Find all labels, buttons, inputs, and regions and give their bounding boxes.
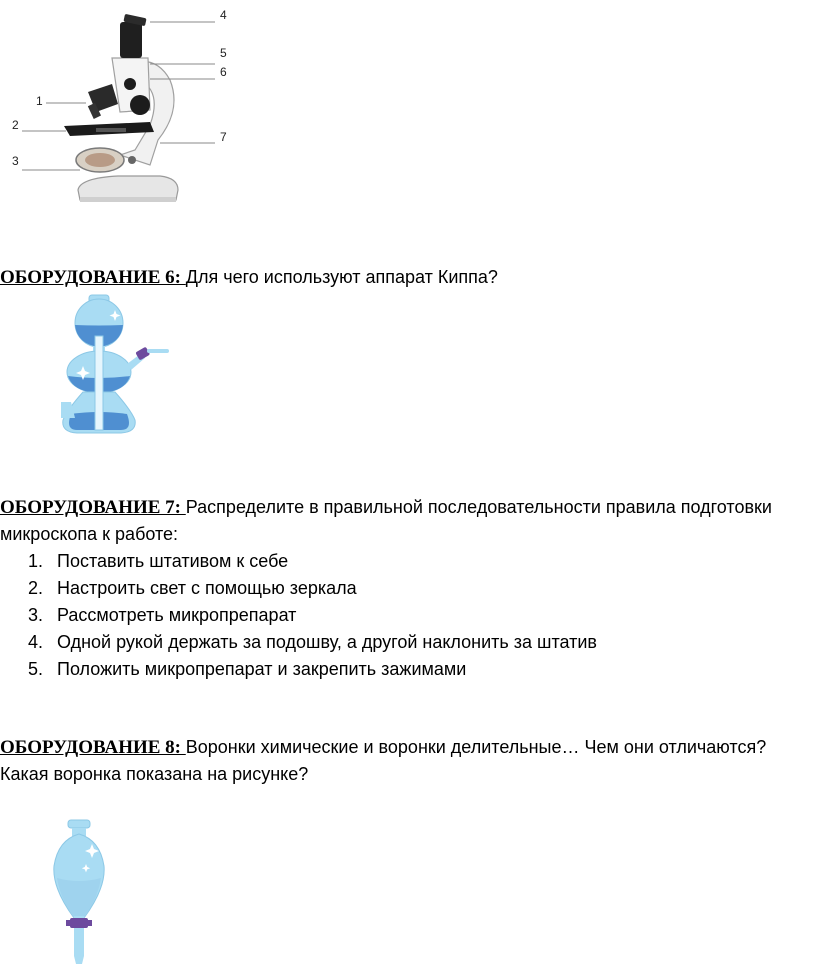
question-6-heading: ОБОРУДОВАНИЕ 6: bbox=[0, 267, 186, 288]
microscope-image bbox=[0, 0, 260, 220]
question-6-text: Для чего используют аппарат Киппа? bbox=[185, 267, 498, 287]
kipp-apparatus-figure bbox=[55, 292, 175, 434]
question-8 bbox=[0, 734, 790, 788]
step-number: 2. bbox=[28, 578, 44, 598]
separatory-funnel-figure bbox=[48, 818, 118, 966]
callout-3: 3 bbox=[12, 154, 19, 168]
step-text: Поставить штативом к себе bbox=[57, 551, 289, 571]
question-7-text: Распределите в правильной последовательности правила подготовки микроскопа к работе: bbox=[0, 497, 772, 544]
callout-6: 6 bbox=[220, 65, 227, 79]
list-item bbox=[28, 629, 597, 656]
separatory-funnel-image bbox=[48, 818, 118, 966]
step-number: 5. bbox=[28, 659, 44, 679]
preparation-steps-list bbox=[28, 548, 597, 683]
callout-4: 4 bbox=[220, 8, 227, 22]
step-text: Одной рукой держать за подошву, а другой наклонить за штатив bbox=[57, 632, 597, 652]
microscope-figure bbox=[0, 0, 260, 220]
callout-5: 5 bbox=[220, 46, 227, 60]
list-item bbox=[28, 602, 597, 629]
question-8-text: Воронки химические и воронки делительные… Чем они отличаются? Какая воронка показана на рисунке? bbox=[0, 737, 767, 784]
callout-1: 1 bbox=[36, 94, 43, 108]
question-6 bbox=[0, 264, 790, 291]
step-number: 3. bbox=[28, 605, 44, 625]
list-item bbox=[28, 575, 597, 602]
question-7 bbox=[0, 494, 790, 548]
callout-7: 7 bbox=[220, 130, 227, 144]
kipp-apparatus-image bbox=[55, 292, 175, 434]
step-number: 1. bbox=[28, 551, 44, 571]
list-item bbox=[28, 656, 597, 683]
question-7-heading: ОБОРУДОВАНИЕ 7: bbox=[0, 497, 186, 518]
step-text: Положить микропрепарат и закрепить зажимами bbox=[57, 659, 467, 679]
callout-2: 2 bbox=[12, 118, 19, 132]
list-item bbox=[28, 548, 597, 575]
step-text: Рассмотреть микропрепарат bbox=[57, 605, 297, 625]
step-number: 4. bbox=[28, 632, 44, 652]
step-text: Настроить свет с помощью зеркала bbox=[57, 578, 357, 598]
question-8-heading: ОБОРУДОВАНИЕ 8: bbox=[0, 737, 186, 758]
